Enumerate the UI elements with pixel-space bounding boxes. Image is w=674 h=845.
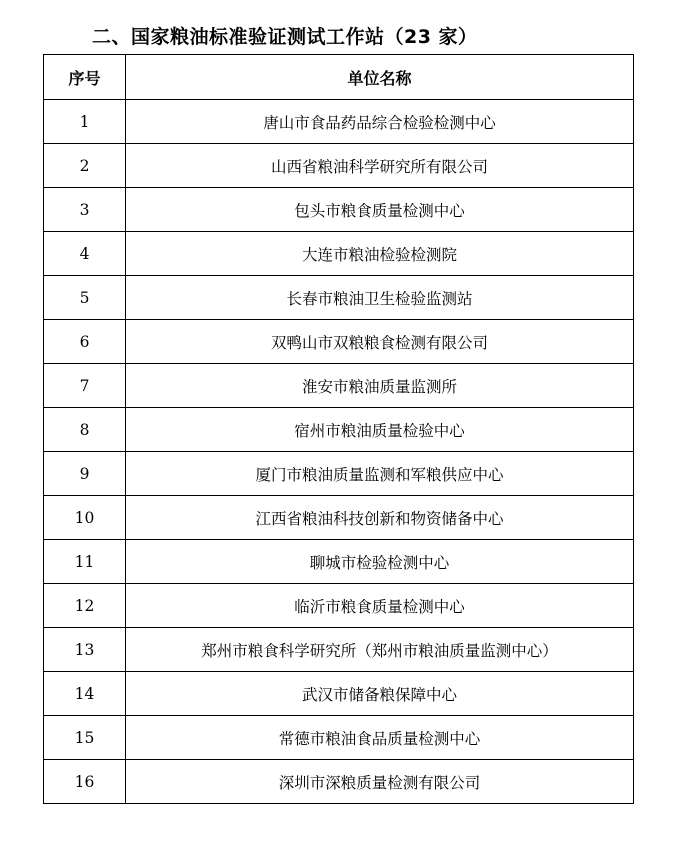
row-number: 9 <box>44 452 126 496</box>
organization-name: 厦门市粮油质量监测和军粮供应中心 <box>126 452 634 496</box>
row-number: 2 <box>44 144 126 188</box>
table-row <box>44 628 634 672</box>
row-number: 15 <box>44 716 126 760</box>
organization-name: 武汉市储备粮保障中心 <box>126 672 634 716</box>
table-row <box>44 452 634 496</box>
organization-name: 包头市粮食质量检测中心 <box>126 188 634 232</box>
row-number: 8 <box>44 408 126 452</box>
organization-name: 宿州市粮油质量检验中心 <box>126 408 634 452</box>
organization-name: 深圳市深粮质量检测有限公司 <box>126 760 634 804</box>
organization-name: 双鸭山市双粮粮食检测有限公司 <box>126 320 634 364</box>
row-number: 6 <box>44 320 126 364</box>
organization-table <box>43 54 634 804</box>
organization-name: 聊城市检验检测中心 <box>126 540 634 584</box>
row-number: 3 <box>44 188 126 232</box>
organization-name: 临沂市粮食质量检测中心 <box>126 584 634 628</box>
organization-name: 唐山市食品药品综合检验检测中心 <box>126 100 634 144</box>
row-number: 13 <box>44 628 126 672</box>
row-number: 14 <box>44 672 126 716</box>
table-row <box>44 760 634 804</box>
row-number: 12 <box>44 584 126 628</box>
table-body <box>44 100 634 804</box>
row-number: 4 <box>44 232 126 276</box>
table-row <box>44 584 634 628</box>
organization-name: 郑州市粮食科学研究所（郑州市粮油质量监测中心） <box>126 628 634 672</box>
table-row <box>44 716 634 760</box>
organization-name: 大连市粮油检验检测院 <box>126 232 634 276</box>
table-row <box>44 540 634 584</box>
table-header-row <box>44 55 634 100</box>
organization-name: 淮安市粮油质量监测所 <box>126 364 634 408</box>
table-row <box>44 144 634 188</box>
organization-name: 江西省粮油科技创新和物资储备中心 <box>126 496 634 540</box>
row-number: 5 <box>44 276 126 320</box>
table-row <box>44 496 634 540</box>
organization-name: 常德市粮油食品质量检测中心 <box>126 716 634 760</box>
row-number: 16 <box>44 760 126 804</box>
table-row <box>44 100 634 144</box>
table-row <box>44 320 634 364</box>
table-row <box>44 276 634 320</box>
table-header <box>44 55 634 100</box>
header-number: 序号 <box>44 55 126 100</box>
table-row <box>44 672 634 716</box>
table-row <box>44 408 634 452</box>
table-row <box>44 232 634 276</box>
row-number: 1 <box>44 100 126 144</box>
header-name: 单位名称 <box>126 55 634 100</box>
table-row <box>44 364 634 408</box>
row-number: 11 <box>44 540 126 584</box>
table-row <box>44 188 634 232</box>
document-title: 二、国家粮油标准验证测试工作站（23 家） <box>92 26 478 48</box>
organization-name: 山西省粮油科学研究所有限公司 <box>126 144 634 188</box>
row-number: 10 <box>44 496 126 540</box>
row-number: 7 <box>44 364 126 408</box>
organization-name: 长春市粮油卫生检验监测站 <box>126 276 634 320</box>
